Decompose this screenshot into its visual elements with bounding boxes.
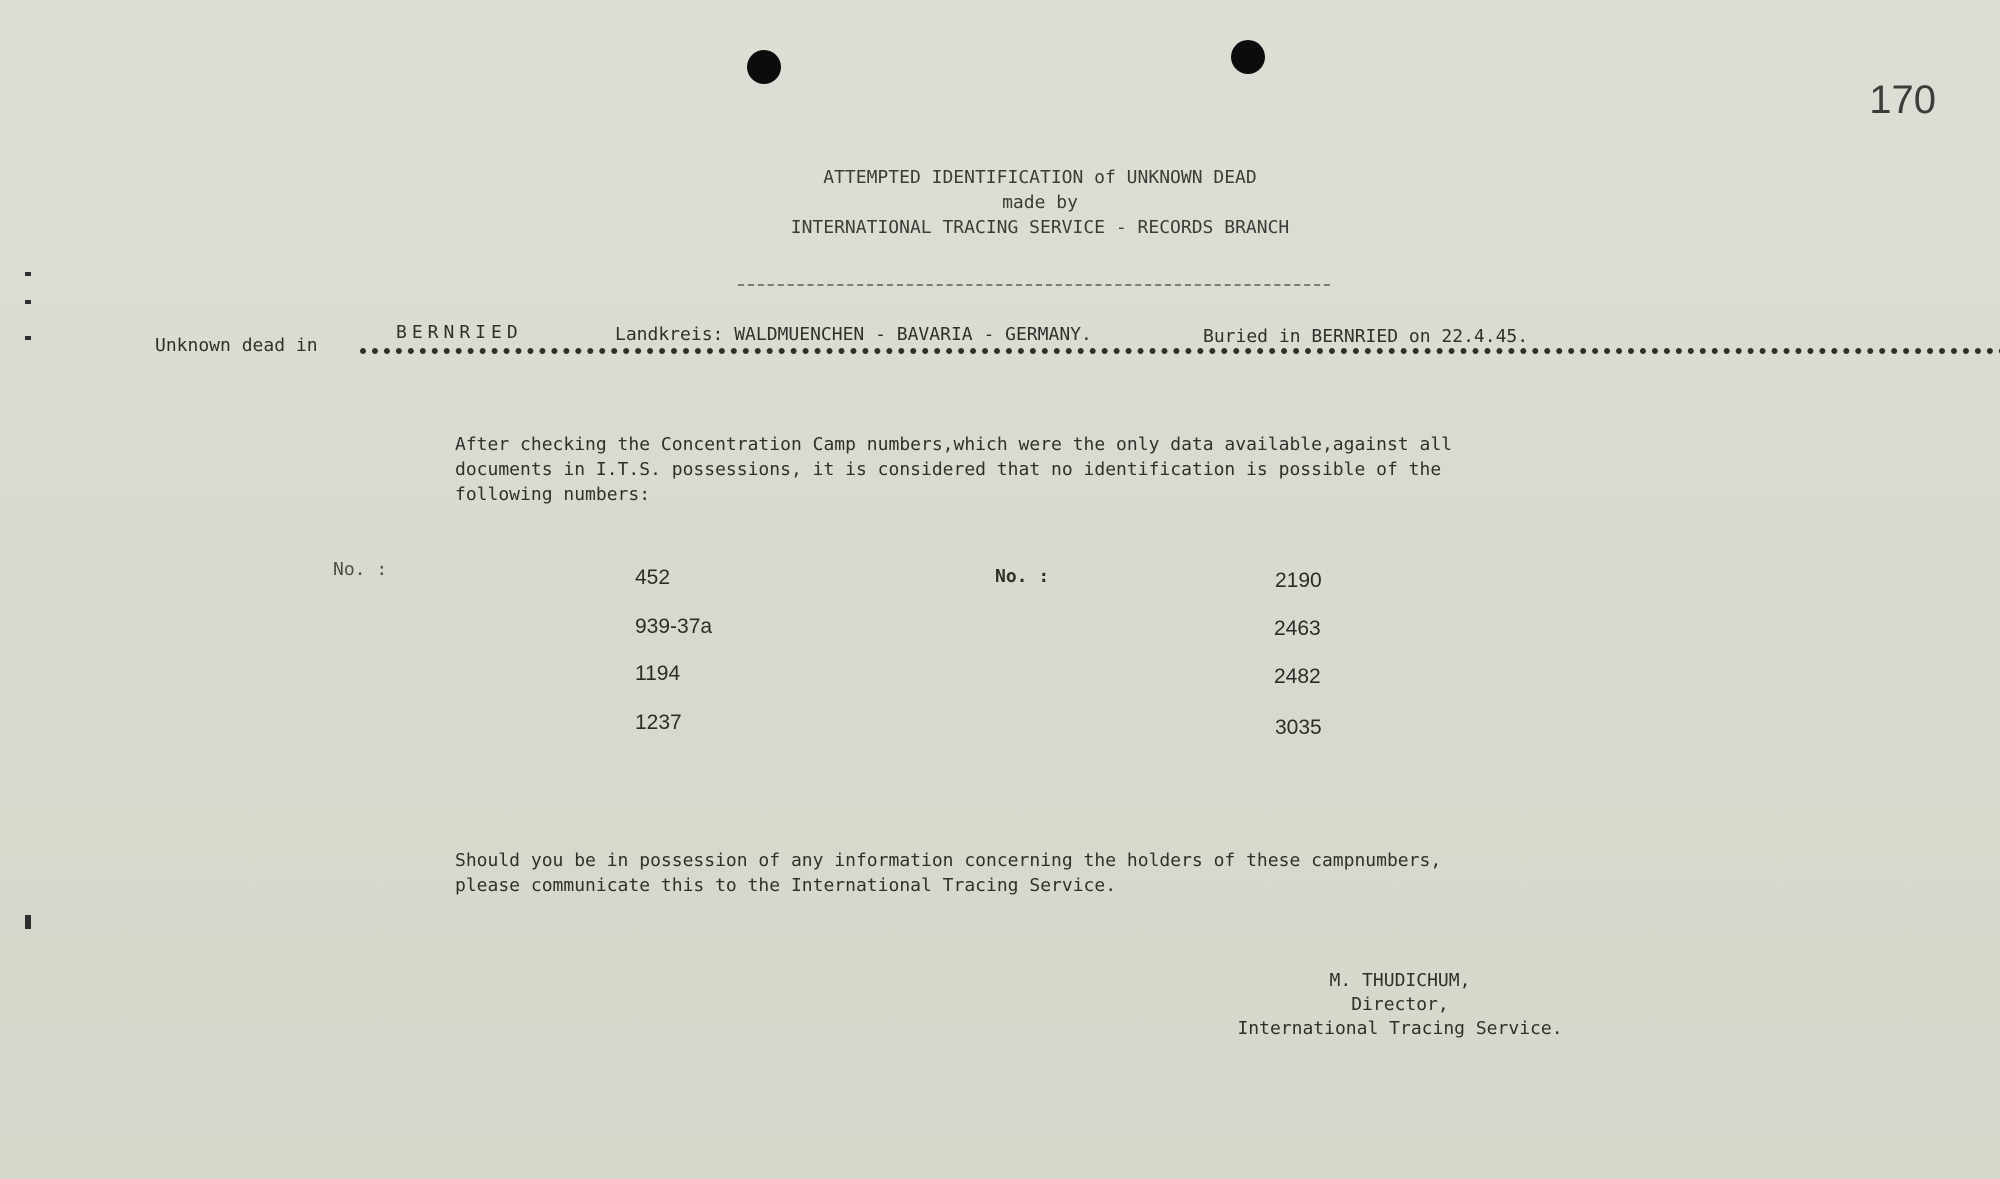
document-header	[640, 165, 1440, 240]
landkreis-field: Landkreis: WALDMUENCHEN - BAVARIA - GERMANY.	[615, 324, 1092, 345]
punch-hole-left	[747, 50, 781, 84]
dot-leader	[360, 348, 2000, 354]
intro-line: After checking the Concentration Camp numbers,which were the only data available,against all	[455, 434, 1452, 455]
header-subtitle: made by	[1002, 192, 1078, 213]
margin-mark	[25, 915, 31, 929]
signatory-organization: International Tracing Service.	[1237, 1018, 1563, 1039]
burial-field: Buried in BERNRIED on 22.4.45.	[1203, 326, 1529, 347]
intro-line: documents in I.T.S. possessions, it is considered that no identification is possible of the	[455, 459, 1442, 480]
margin-mark	[25, 272, 31, 276]
number-label-right: No. :	[995, 566, 1050, 587]
camp-number: 2463	[1274, 617, 1321, 640]
camp-number: 1237	[635, 711, 682, 734]
intro-line: following numbers:	[455, 484, 651, 505]
signatory-title: Director,	[1351, 994, 1449, 1015]
camp-number: 939-37a	[635, 615, 713, 638]
closing-paragraph	[455, 848, 1655, 898]
number-label-left: No. :	[333, 559, 388, 580]
unknown-dead-line	[155, 324, 1935, 364]
signature-block	[1200, 969, 1600, 1041]
punch-hole-right	[1231, 40, 1265, 74]
margin-mark	[25, 300, 31, 304]
camp-number: 2190	[1275, 569, 1322, 592]
signatory-name: M. THUDICHUM,	[1329, 970, 1471, 991]
header-title: ATTEMPTED IDENTIFICATION of UNKNOWN DEAD	[823, 167, 1257, 188]
unknown-dead-label: Unknown dead in	[155, 335, 318, 356]
closing-line: Should you be in possession of any information concerning the holders of these campnumbers,	[455, 850, 1442, 871]
intro-paragraph	[455, 432, 1655, 507]
camp-number: 452	[635, 566, 671, 589]
margin-mark	[25, 336, 31, 340]
page-number: 170	[1869, 78, 1936, 122]
header-divider	[738, 284, 1330, 286]
header-organization: INTERNATIONAL TRACING SERVICE - RECORDS BRANCH	[790, 217, 1290, 238]
place-name: BERNRIED	[396, 322, 523, 343]
camp-number: 2482	[1274, 665, 1321, 688]
camp-number: 3035	[1275, 716, 1322, 739]
camp-number: 1194	[635, 662, 681, 685]
closing-line: please communicate this to the International Tracing Service.	[455, 875, 1117, 896]
